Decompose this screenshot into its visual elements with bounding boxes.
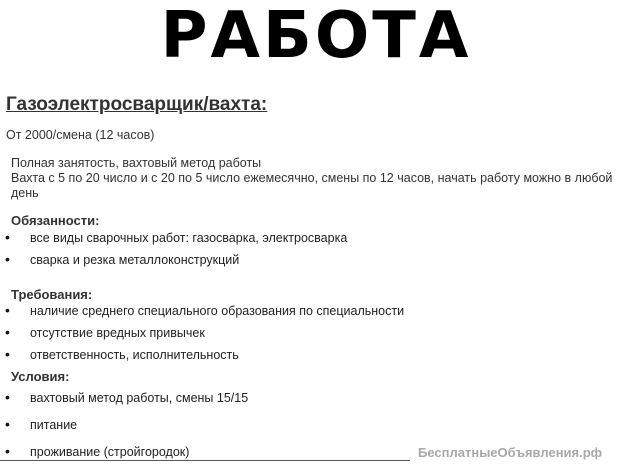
bullet-icon: •	[5, 389, 10, 405]
description-line-1: Полная занятость, вахтовый метод работы	[11, 156, 262, 170]
conditions-item: вахтовый метод работы, смены 15/15	[30, 391, 249, 405]
salary: От 2000/смена (12 часов)	[6, 128, 155, 142]
duties-heading: Обязанности:	[11, 213, 100, 228]
requirements-heading: Требования:	[11, 287, 93, 302]
conditions-heading: Условия:	[11, 369, 70, 384]
bullet-icon: •	[5, 346, 10, 362]
watermark: БесплатныеОбъявления.рф	[418, 445, 603, 460]
page-title: РАБОТА	[160, 0, 472, 73]
job-title: Газоэлектросварщик/вахта:	[6, 94, 268, 115]
bullet-icon: •	[5, 251, 10, 267]
job-description	[11, 156, 621, 201]
duties-item: все виды сварочных работ: газосварка, электросварка	[30, 231, 348, 245]
bullet-icon: •	[5, 324, 10, 340]
bullet-icon: •	[5, 229, 10, 245]
requirements-item: наличие среднего специального образования по специальности	[30, 304, 405, 318]
description-line-2: Вахта с 5 по 20 число и с 20 по 5 число ежемесячно, смены по 12 часов, начать работу можно в любой	[11, 171, 613, 185]
conditions-item: проживание (стройгородок)	[30, 445, 190, 459]
bullet-icon: •	[5, 302, 10, 318]
bullet-icon: •	[5, 416, 10, 432]
divider-line	[0, 460, 410, 461]
description-line-3: день	[11, 186, 39, 200]
duties-item: сварка и резка металлоконструкций	[30, 253, 240, 267]
conditions-item: питание	[30, 418, 78, 432]
requirements-item: отсутствие вредных привычек	[30, 326, 205, 340]
bullet-icon: •	[5, 443, 10, 459]
requirements-item: ответственность, исполнительность	[30, 348, 239, 362]
